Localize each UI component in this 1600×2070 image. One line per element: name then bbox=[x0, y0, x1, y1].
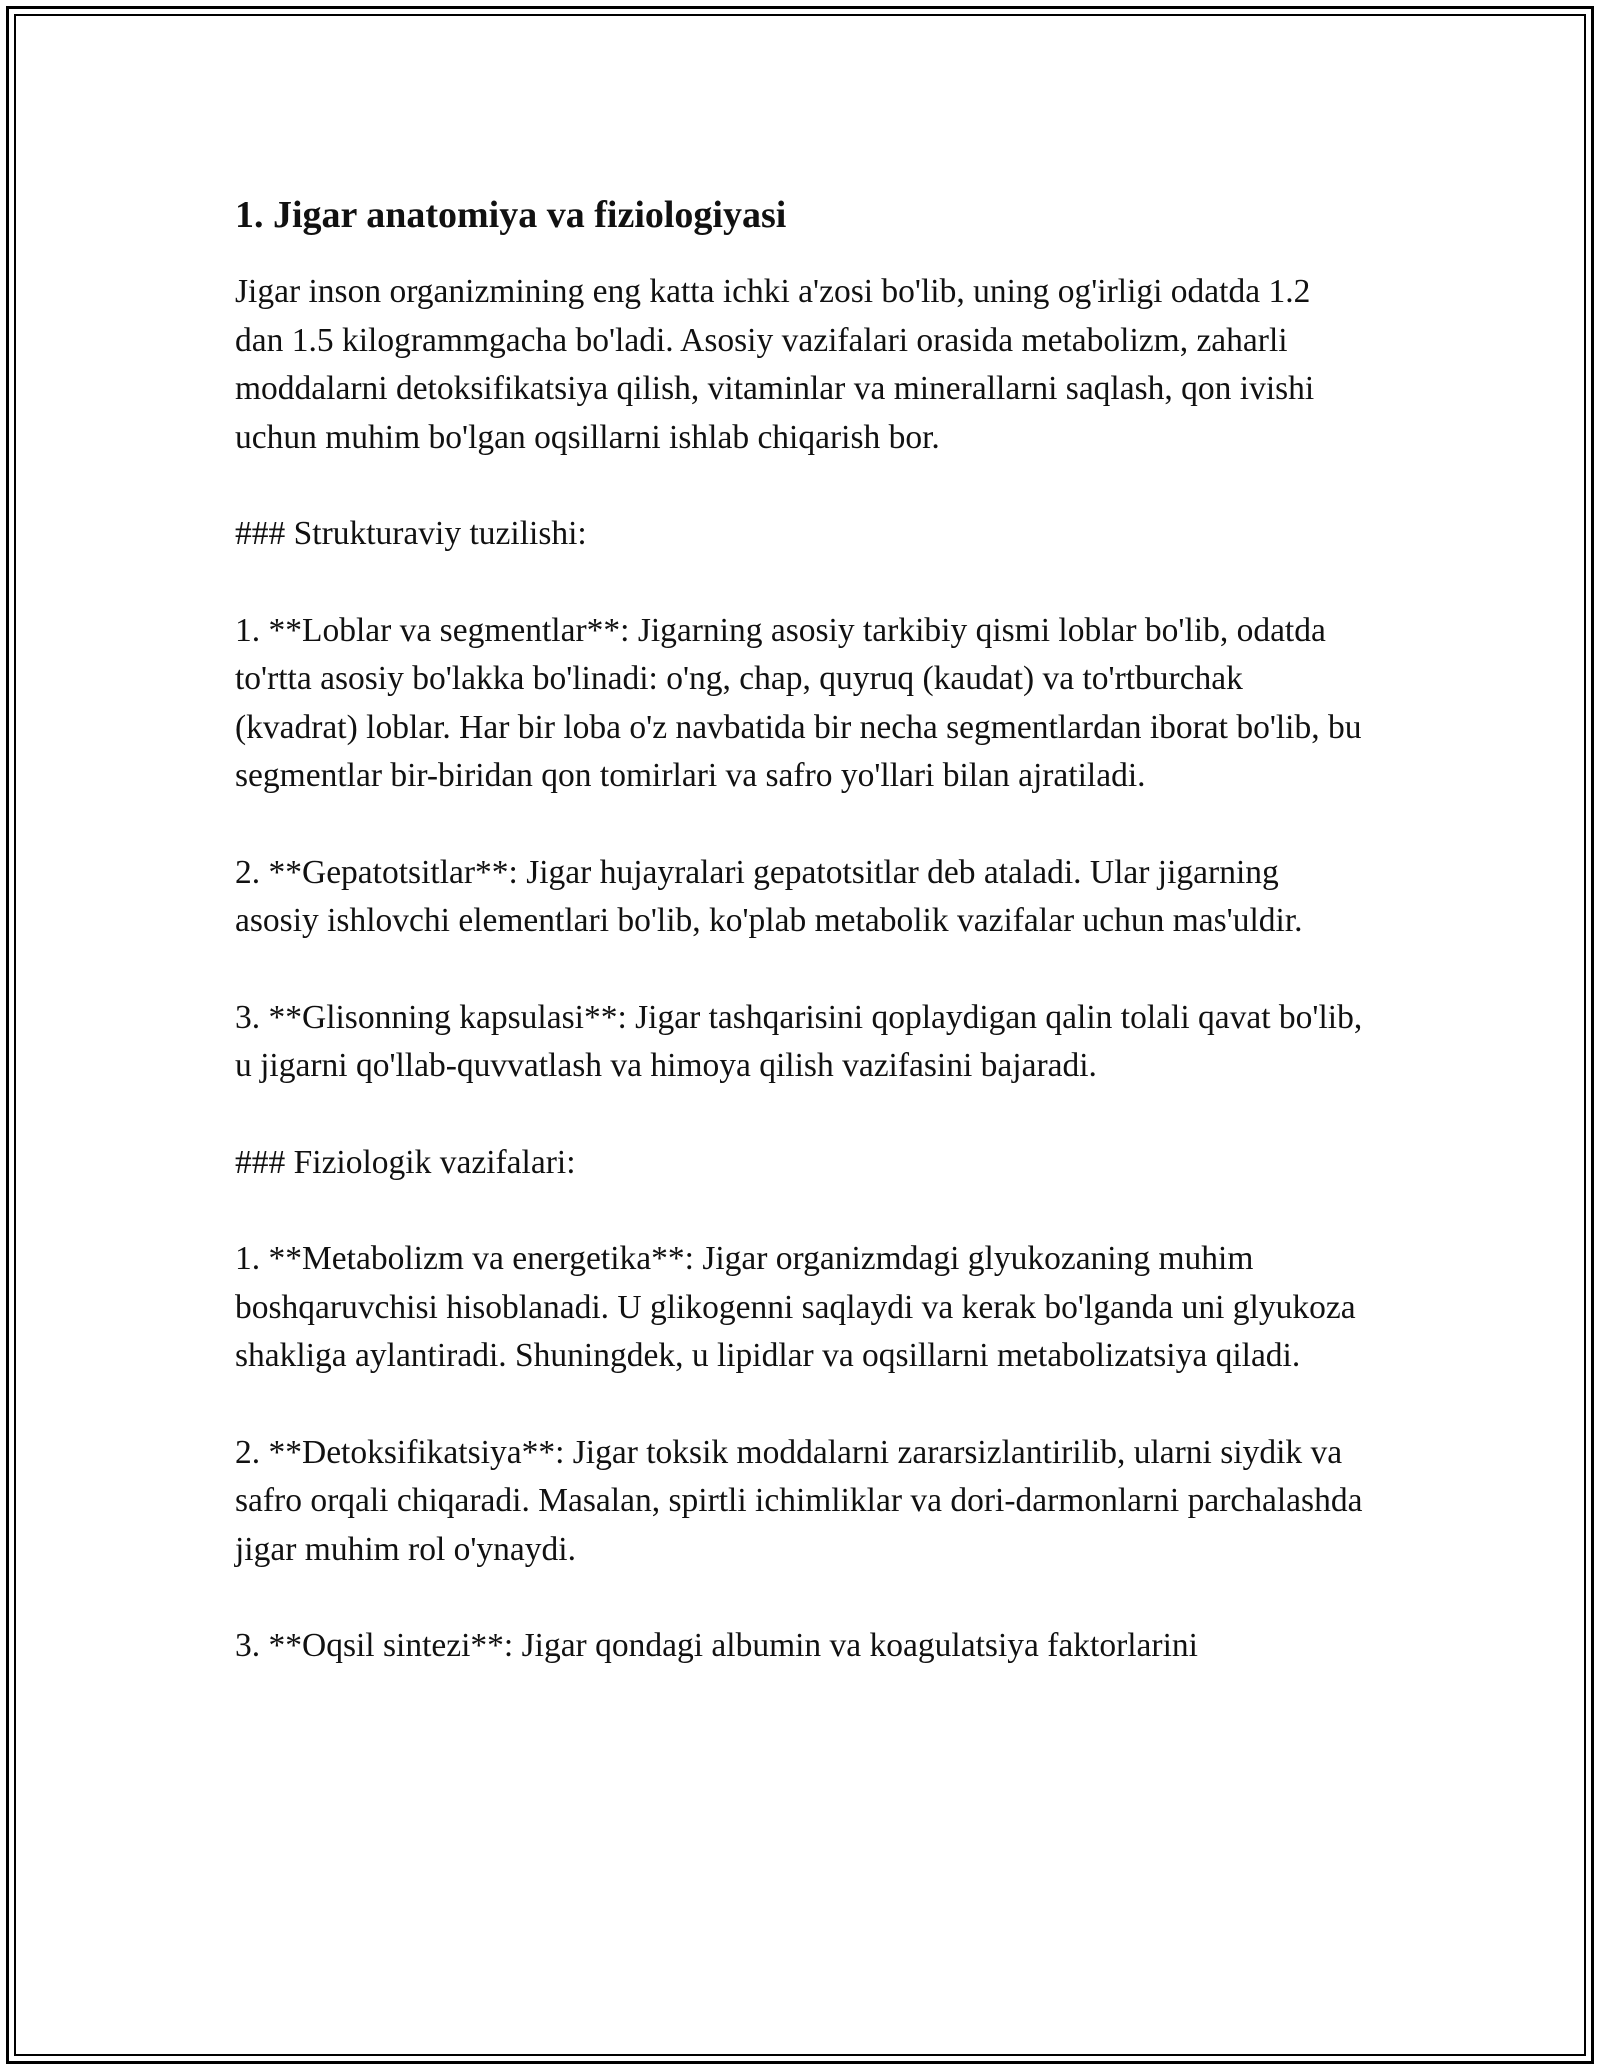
section-heading-structure: ### Strukturaviy tuzilishi: bbox=[235, 515, 587, 552]
list-item-metabolism: 1. **Metabolizm va energetika**: Jigar organizmdagi glyukozaning muhim boshqaruvchisi hisoblanadi. U glikogenni saqlaydi va kerak bo'lganda uni glyukoza shakliga aylantiradi. Shuningdek, u lipidlar va oqsillarni metabolizatsiya qiladi. bbox=[235, 1240, 1356, 1374]
document-body bbox=[235, 186, 1365, 1671]
list-item-hepatocytes: 2. **Gepatotsitlar**: Jigar hujayralari gepatotsitlar deb ataladi. Ular jigarning asosiy ishlovchi elementlari bo'lib, ko'plab metabolik vazifalar uchun mas'uldir. bbox=[235, 853, 1303, 939]
list-item-lobes: 1. **Loblar va segmentlar**: Jigarning asosiy tarkibiy qismi loblar bo'lib, odatda to'rtta asosiy bo'lakka bo'linadi: o'ng, chap, quyruq (kaudat) va to'rtburchak (kvadrat) loblar. Har bir loba o'z navbatida bir necha segmentlardan iborat bo'lib, bu segmentlar bir-biridan qon tomirlari va safro yo'llari bilan ajratiladi. bbox=[235, 611, 1362, 794]
list-item-detoxification: 2. **Detoksifikatsiya**: Jigar toksik moddalarni zararsizlantirilib, ularni siydik va safro orqali chiqaradi. Masalan, spirtli ichimliklar va dori-darmonlarni parchalashda jigar muhim rol o'ynaydi. bbox=[235, 1433, 1363, 1568]
list-item-protein-synthesis: 3. **Oqsil sintezi**: Jigar qondagi albumin va koagulatsiya faktorlarini bbox=[235, 1627, 1198, 1664]
list-item-glisson-capsule: 3. **Glisonning kapsulasi**: Jigar tashqarisini qoplaydigan qalin tolali qavat bo'lib, u jigarni qo'llab-quvvatlash va himoya qilish vazifasini bajaradi. bbox=[235, 998, 1363, 1084]
section-heading-physiology: ### Fiziologik vazifalari: bbox=[235, 1143, 576, 1181]
page-title: 1. Jigar anatomiya va fiziologiyasi bbox=[235, 194, 787, 236]
intro-paragraph: Jigar inson organizmining eng katta ichki a'zosi bo'lib, uning og'irligi odatda 1.2 dan 1.5 kilogrammgacha bo'ladi. Asosiy vazifalari orasida metabolizm, zaharli moddalarni detoksifikatsiya qilish, vitaminlar va minerallarni saqlash, qon ivishi uchun muhim bo'lgan oqsillarni ishlab chiqarish bor. bbox=[235, 273, 1315, 456]
